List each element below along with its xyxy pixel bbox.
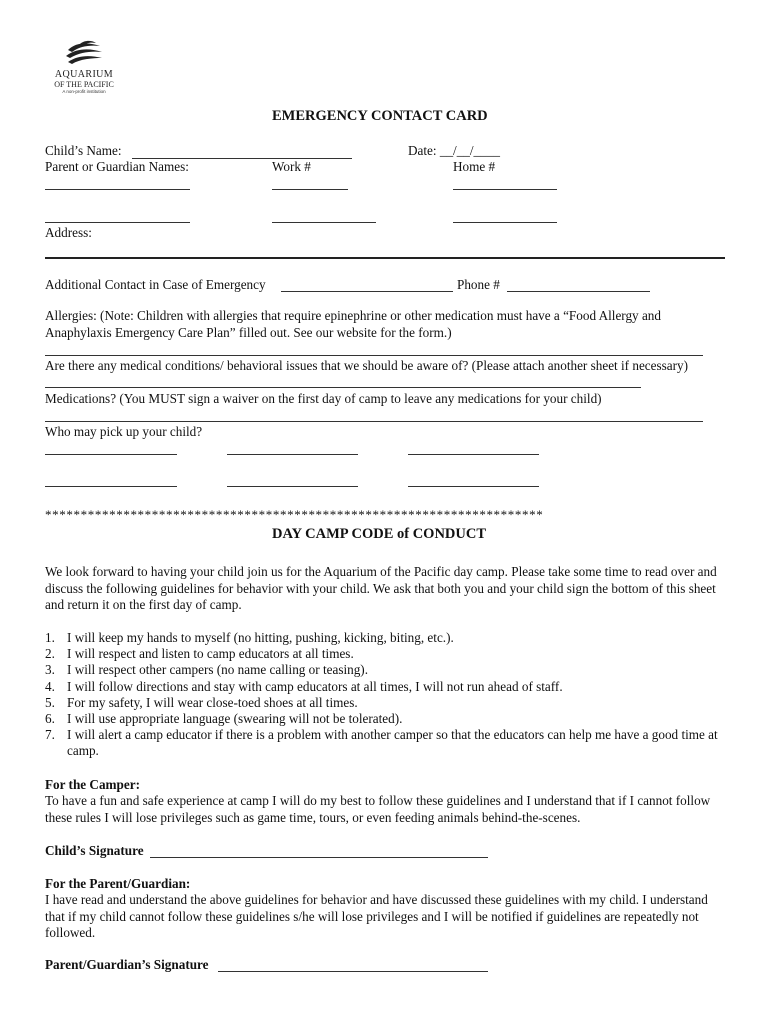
- additional-contact-field[interactable]: [281, 291, 453, 292]
- pickup-field-2[interactable]: [227, 454, 358, 455]
- date-label: Date: __/__/____: [408, 143, 500, 158]
- pickup-field-1[interactable]: [45, 454, 177, 455]
- logo-subname: OF THE PACIFIC: [54, 80, 114, 89]
- home-phone-field-1[interactable]: [453, 189, 557, 190]
- medications-text: Medications? (You MUST sign a waiver on the first day of camp to leave any medications for your child): [45, 391, 602, 406]
- medications-field[interactable]: [45, 421, 703, 422]
- additional-phone-field[interactable]: [507, 291, 650, 292]
- home-phone-field-2[interactable]: [453, 222, 557, 223]
- work-phone-field-1[interactable]: [272, 189, 348, 190]
- allergies-text: Allergies: (Note: Children with allergies that require epinephrine or other medication must have a “Food Allergy and Anaphylaxis Emergency Care Plan” filled out. See our website for the form.): [45, 308, 661, 340]
- pickup-field-4[interactable]: [45, 486, 177, 487]
- child-name-label: Child’s Name:: [45, 143, 122, 158]
- logo-name: AQUARIUM: [54, 69, 114, 80]
- logo-tagline: A non-profit institution: [62, 89, 106, 94]
- parent-name-field-1[interactable]: [45, 189, 190, 190]
- medical-field[interactable]: [45, 387, 641, 388]
- conduct-title: DAY CAMP CODE of CONDUCT: [272, 526, 487, 542]
- rule-item: 3. I will respect other campers (no name calling or teasing).: [45, 662, 369, 678]
- pickup-question: Who may pick up your child?: [45, 424, 203, 439]
- conduct-intro: We look forward to having your child join us for the Aquarium of the Pacific day camp. Please take some time to read over and discuss the following guidelines for behavior with your child. We ask that both you and your child sign the bottom of this sheet and return it on the first day of camp.: [45, 564, 717, 612]
- phone-label: Phone #: [457, 277, 500, 292]
- rule-item: 4. I will follow directions and stay with camp educators at all times, I will not run ahead of staff.: [45, 678, 563, 694]
- rule-item: 6. I will use appropriate language (swearing will not be tolerated).: [45, 711, 403, 727]
- work-phone-label: Work #: [272, 159, 311, 174]
- rule-item: 1. I will keep my hands to myself (no hitting, pushing, kicking, biting, etc.).: [45, 630, 454, 645]
- rule-item: 5. For my safety, I will wear close-toed shoes at all times.: [45, 694, 358, 710]
- allergies-field[interactable]: [45, 355, 703, 356]
- additional-contact-label: Additional Contact in Case of Emergency: [45, 277, 266, 292]
- medical-question: Are there any medical conditions/ behavioral issues that we should be aware of? (Please attach another sheet if necessary): [45, 358, 689, 373]
- rule-item: 2. I will respect and listen to camp educators at all times.: [45, 646, 354, 662]
- address-label: Address:: [45, 225, 92, 240]
- pickup-field-5[interactable]: [227, 486, 358, 487]
- home-phone-label: Home #: [453, 159, 496, 174]
- asterisk-separator: **********************************************************************: [45, 507, 544, 522]
- pickup-field-3[interactable]: [408, 454, 539, 455]
- parent-names-label: Parent or Guardian Names:: [45, 159, 189, 174]
- parent-heading: For the Parent/Guardian:: [45, 876, 191, 891]
- camper-text: To have a fun and safe experience at camp I will do my best to follow these guidelines and I understand that if I cannot follow these rules I will lose privileges such as game time, tours, or even feeding animals behind-the-scenes.: [45, 793, 711, 825]
- child-signature-label: Child’s Signature: [45, 843, 144, 858]
- page-title: EMERGENCY CONTACT CARD: [272, 108, 488, 124]
- section-divider: [45, 257, 725, 259]
- parent-signature-field[interactable]: [218, 971, 488, 972]
- parent-text: I have read and understand the above guidelines for behavior and have discussed these guidelines with my child. I understand that if my child cannot follow these guidelines s/he will lose privileges and I will be notified if guidelines are repeatedly not followed.: [45, 892, 708, 940]
- child-signature-field[interactable]: [150, 857, 488, 858]
- parent-signature-label: Parent/Guardian’s Signature: [45, 957, 209, 972]
- work-phone-field-2[interactable]: [272, 222, 376, 223]
- pickup-field-6[interactable]: [408, 486, 539, 487]
- conduct-rules: [45, 630, 725, 760]
- camper-heading: For the Camper:: [45, 777, 140, 792]
- aquarium-logo: [44, 40, 124, 106]
- wave-logo-icon: [62, 40, 106, 70]
- parent-name-field-2[interactable]: [45, 222, 190, 223]
- rule-item: 7. I will alert a camp educator if there is a problem with another camper so that the educators can help me have a good time at camp.: [45, 727, 718, 759]
